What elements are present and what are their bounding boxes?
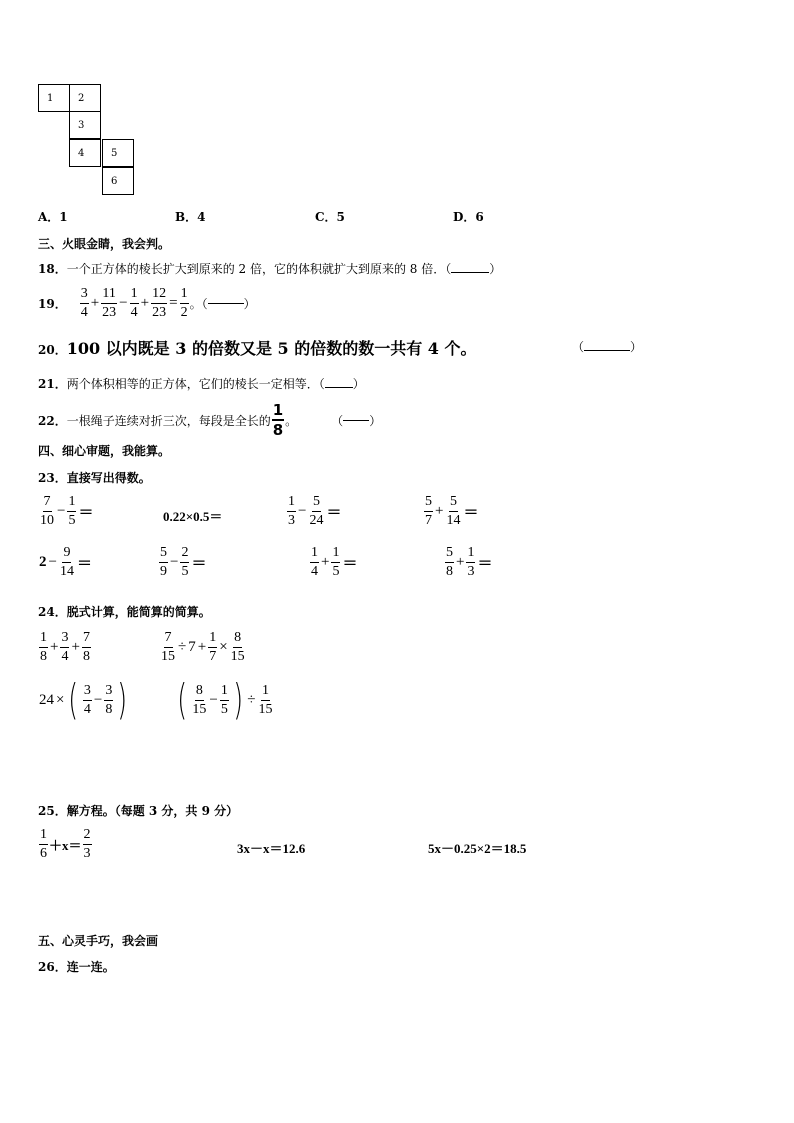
net-cell-2: 2 bbox=[69, 84, 101, 112]
q25-title: 解方程。（每题 3 分，共 9 分） bbox=[66, 804, 239, 818]
option-b[interactable]: B．4 bbox=[175, 210, 206, 224]
section-4-heading: 四、细心审题，我能算。 bbox=[38, 444, 171, 458]
q22-fraction: $\frac{1}{8}$ bbox=[272, 401, 284, 439]
q24-number: 24． bbox=[38, 605, 67, 619]
q19-frac-2: $\frac{11}{23}$ bbox=[102, 286, 117, 320]
option-d[interactable]: D．6 bbox=[453, 210, 484, 224]
q21-text: 两个体积相等的正方体，它们的棱长一定相等．（ bbox=[66, 377, 325, 391]
q24-title: 脱式计算，能简算的简算。 bbox=[66, 605, 211, 619]
net-cell-1: 1 bbox=[38, 84, 70, 112]
q22-text: 一根绳子连续对折三次，每段是全长的 bbox=[66, 413, 271, 428]
q19-frac-3: $\frac{1}{4}$ bbox=[130, 286, 138, 320]
q19-answer-blank[interactable] bbox=[208, 303, 244, 304]
question-19: 19． $\frac{3}{4}$ + $\frac{11}{23}$ − $\frac{1}{4}$ + $\frac{12}{23}$ = $\frac{1}{2}$ 。（ ） bbox=[38, 286, 256, 320]
q25-equation-2: 3x－x＝12.6 bbox=[237, 841, 306, 856]
q25-number: 25． bbox=[38, 804, 67, 818]
q26-title: 连一连。 bbox=[66, 960, 115, 974]
net-cell-3: 3 bbox=[69, 111, 101, 139]
question-20 bbox=[38, 336, 477, 359]
q22-answer-blank[interactable] bbox=[343, 420, 369, 421]
q19-number: 19． bbox=[38, 297, 67, 311]
q23-expr-3: $\frac{1}{3}$ − $\frac{5}{24}$ ＝ bbox=[288, 494, 342, 528]
q20-number: 20． bbox=[38, 343, 67, 357]
option-a[interactable]: A．1 bbox=[38, 210, 68, 224]
section-3-heading: 三、火眼金睛，我会判。 bbox=[38, 237, 171, 251]
q23-expr-1: $\frac{7}{10}$ − $\frac{1}{5}$ ＝ bbox=[40, 494, 94, 528]
q24-problem-3: 24 × ( $\frac{3}{4}$ − $\frac{3}{8}$ ) bbox=[39, 675, 128, 724]
q22-close: ） bbox=[369, 413, 382, 428]
q23-number: 23． bbox=[38, 471, 67, 485]
q25-equation-3: 5x－0.25×2＝18.5 bbox=[428, 841, 527, 856]
q21-answer-blank[interactable] bbox=[325, 387, 353, 388]
question-21 bbox=[38, 375, 365, 392]
question-26 bbox=[38, 958, 115, 975]
question-18 bbox=[38, 260, 501, 277]
net-cell-4: 4 bbox=[69, 139, 101, 167]
section-5-heading: 五、心灵手巧，我会画 bbox=[38, 934, 159, 948]
q26-number: 26． bbox=[38, 960, 67, 974]
net-cell-6: 6 bbox=[102, 167, 134, 195]
option-c[interactable]: C．5 bbox=[315, 210, 345, 224]
q22-open: （ bbox=[331, 413, 344, 428]
q21-number: 21． bbox=[38, 377, 67, 391]
q19-tail: 。（ bbox=[189, 297, 208, 311]
question-23 bbox=[38, 469, 151, 486]
net-cell-5: 5 bbox=[102, 139, 134, 167]
q18-text: 一个正方体的棱长扩大到原来的 2 倍，它的体积就扩大到原来的 8 倍．（ bbox=[66, 262, 452, 276]
q23-expr-7: $\frac{1}{4}$ + $\frac{1}{5}$ ＝ bbox=[311, 545, 358, 579]
q19-frac-1: $\frac{3}{4}$ bbox=[80, 286, 88, 320]
q18-close: ） bbox=[489, 262, 502, 276]
q18-answer-blank[interactable] bbox=[451, 272, 489, 273]
q20-answer bbox=[572, 338, 642, 355]
q23-expr-6: $\frac{5}{9}$ − $\frac{2}{5}$ ＝ bbox=[160, 545, 207, 579]
q21-close: ） bbox=[352, 377, 365, 391]
question-24 bbox=[38, 603, 211, 620]
q24-problem-2: $\frac{7}{15}$ ÷ 7 + $\frac{1}{7}$ × $\frac{8}{15}$ bbox=[161, 630, 245, 664]
q22-number: 22． bbox=[38, 413, 67, 428]
q24-problem-4: ( $\frac{8}{15}$ − $\frac{1}{5}$ ) ÷ $\frac{1}{15}$ bbox=[177, 675, 273, 724]
q19-frac-4: $\frac{12}{23}$ bbox=[152, 286, 167, 320]
q19-frac-result: $\frac{1}{2}$ bbox=[180, 286, 188, 320]
q20-open: （ bbox=[572, 340, 585, 354]
q24-problem-1: $\frac{1}{8}$ + $\frac{3}{4}$ + $\frac{7}{8}$ bbox=[40, 630, 90, 664]
q23-expr-5: 2 − $\frac{9}{14}$ ＝ bbox=[39, 545, 92, 579]
q23-expr-2: 0.22×0.5＝ bbox=[163, 509, 223, 524]
question-25 bbox=[38, 802, 238, 819]
q22-tail: 。 bbox=[285, 413, 298, 428]
q23-expr-4: $\frac{5}{7}$ + $\frac{5}{14}$ ＝ bbox=[425, 494, 479, 528]
q25-equation-1: $\frac{1}{6}$ ＋x＝ $\frac{2}{3}$ bbox=[40, 827, 91, 861]
q19-close: ） bbox=[243, 297, 256, 311]
question-22 bbox=[38, 402, 381, 438]
q20-answer-blank[interactable] bbox=[584, 350, 630, 351]
q20-text: 100 以内既是 3 的倍数又是 5 的倍数的数一共有 4 个。 bbox=[66, 339, 477, 358]
q23-expr-8: $\frac{5}{8}$ + $\frac{1}{3}$ ＝ bbox=[446, 545, 493, 579]
q18-number: 18． bbox=[38, 262, 67, 276]
q20-close: ） bbox=[630, 340, 643, 354]
q23-title: 直接写出得数。 bbox=[66, 471, 151, 485]
